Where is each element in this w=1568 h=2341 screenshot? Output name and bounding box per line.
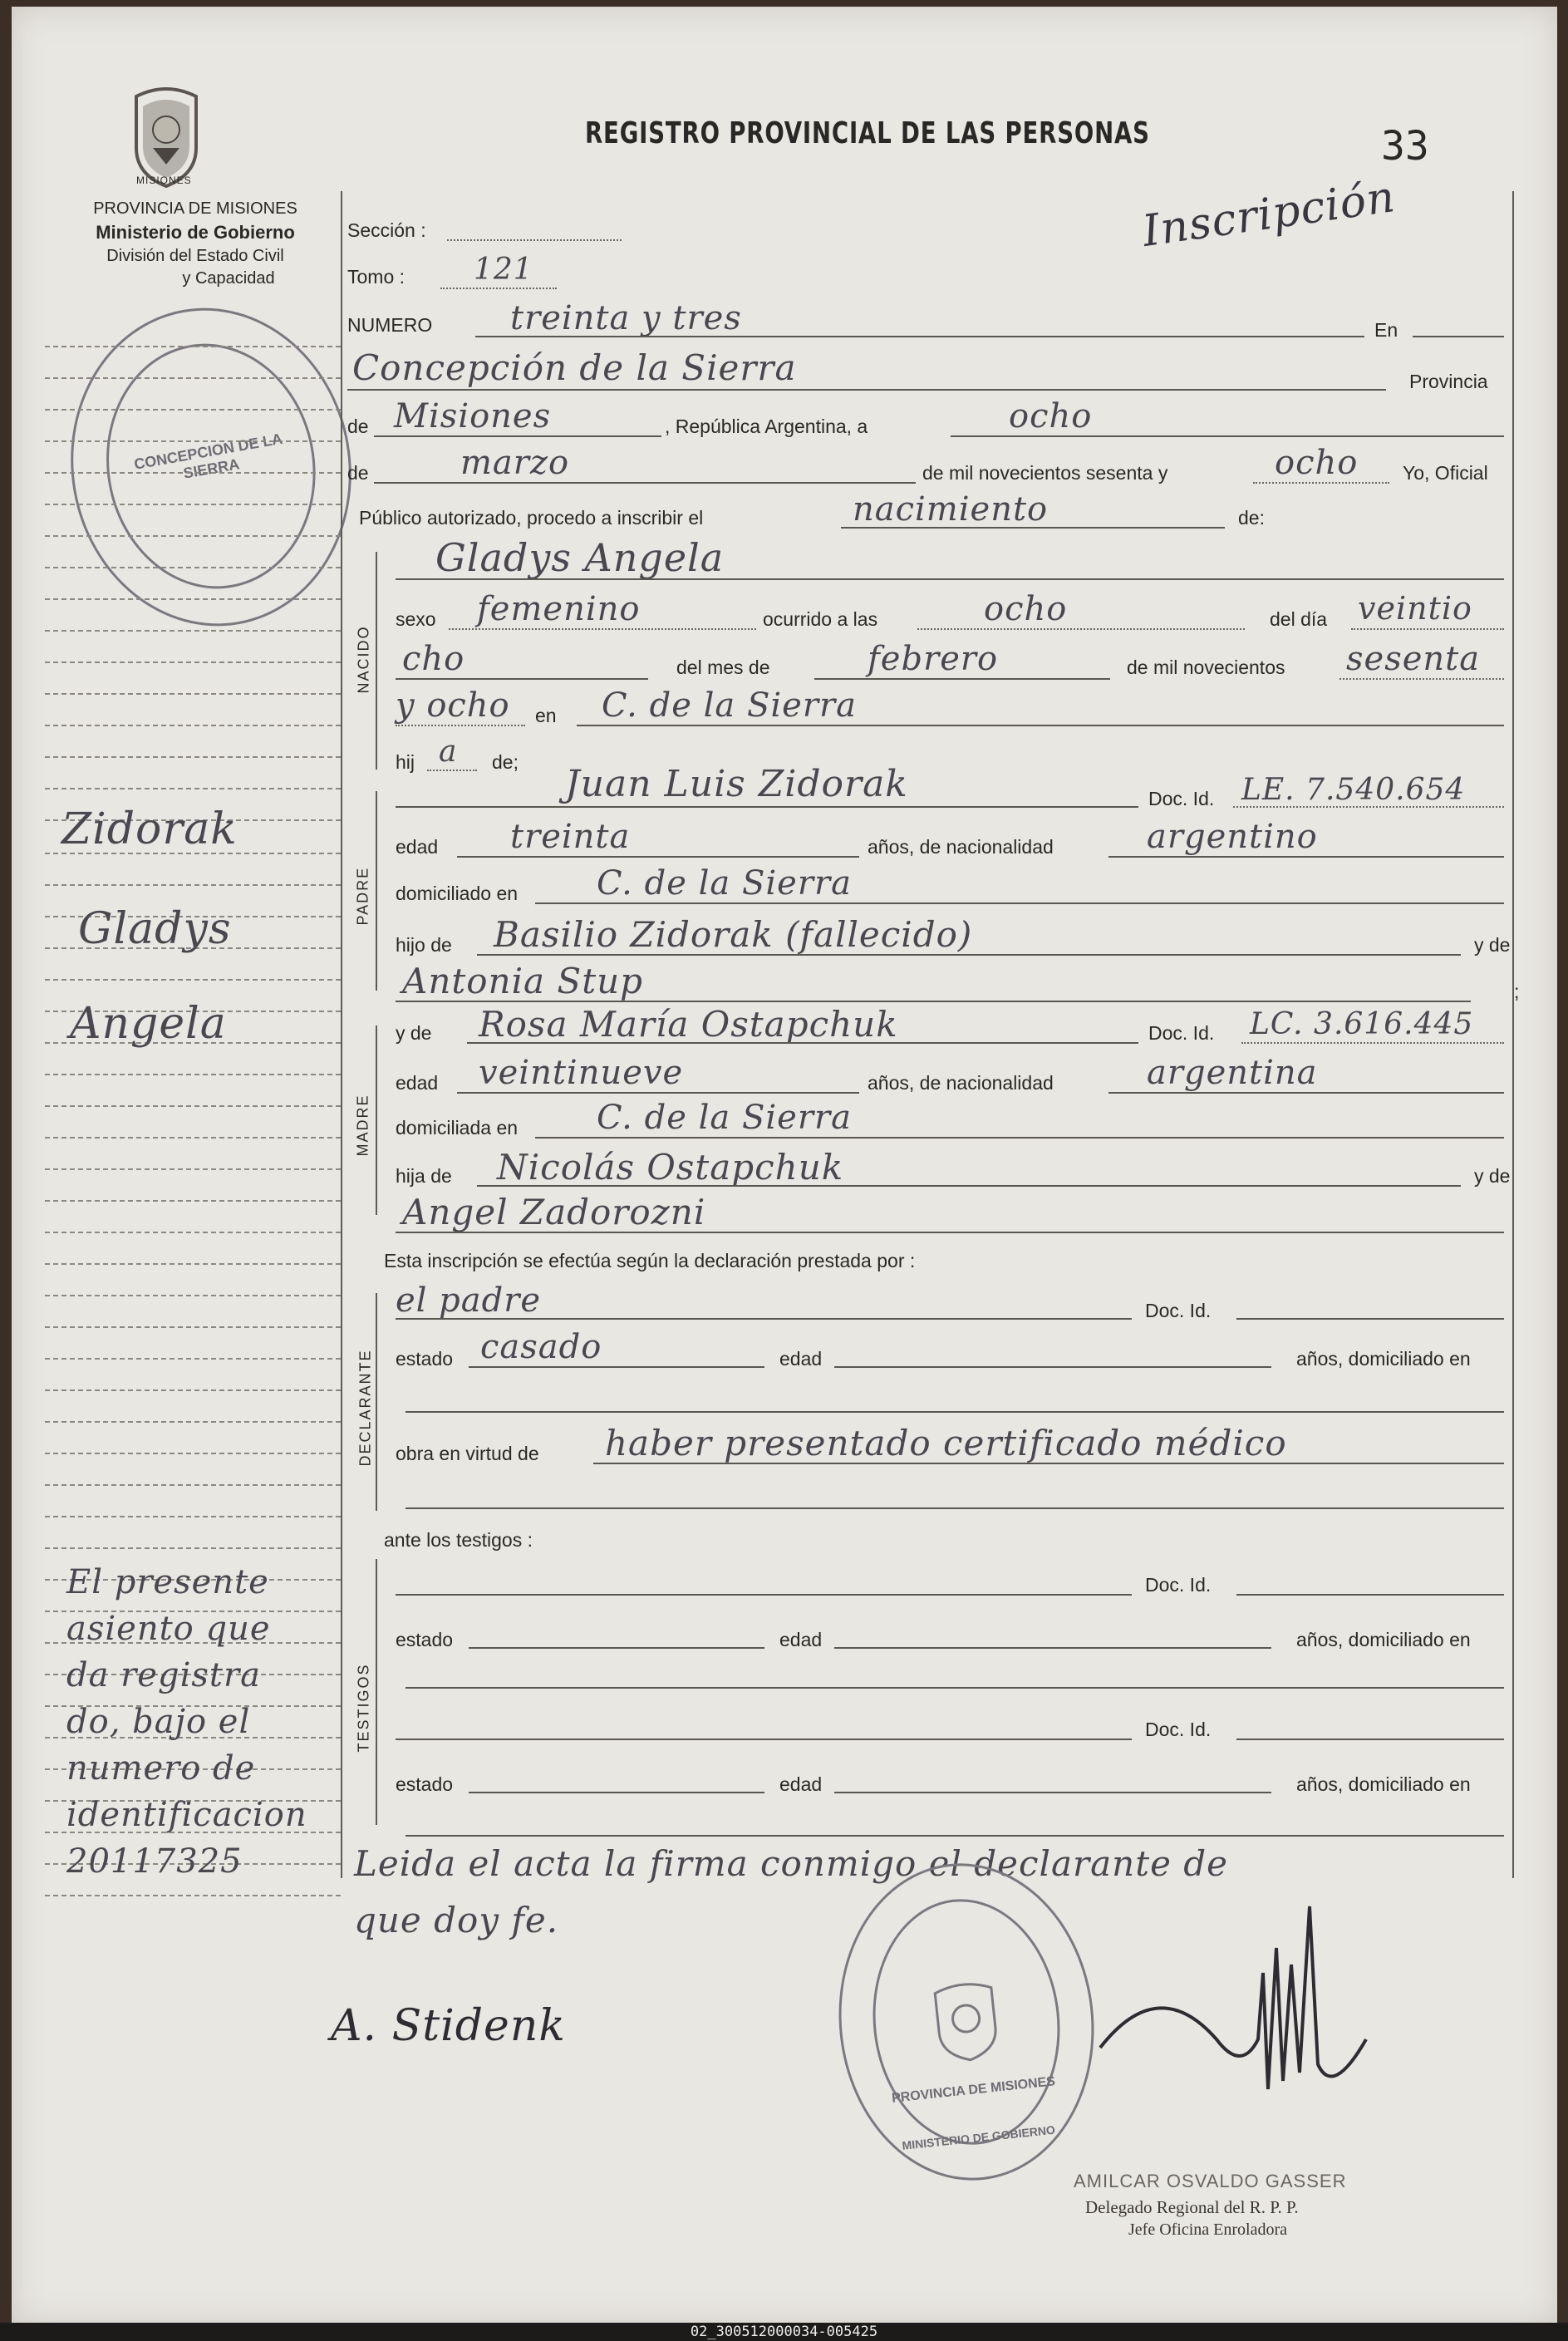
image-id-footer: 02_300512000034-005425 bbox=[0, 2323, 1568, 2341]
testigo1-edad-label: edad bbox=[779, 1629, 823, 1650]
declarante-bracket bbox=[376, 1293, 377, 1511]
dia-nacimiento-cont: cho bbox=[402, 640, 465, 678]
section-label-nacido: NACIDO bbox=[355, 625, 372, 694]
mil-label: de mil novecientos bbox=[1127, 657, 1285, 678]
padre-nombre: Juan Luis Zidorak bbox=[565, 763, 908, 805]
page-title: REGISTRO PROVINCIAL DE LAS PERSONAS bbox=[585, 116, 1150, 150]
crest-ribbon: MISIONES bbox=[136, 175, 192, 186]
numero-label: NUMERO bbox=[347, 314, 433, 336]
testigo2-doc-label: Doc. Id. bbox=[1145, 1719, 1212, 1740]
padre-domicilio-value: C. de la Sierra bbox=[597, 864, 852, 902]
document-page bbox=[12, 7, 1557, 2325]
madre-hija-value: Nicolás Ostapchuk bbox=[497, 1147, 844, 1188]
anio-label: de mil novecientos sesenta y bbox=[922, 462, 1168, 484]
mes-value: marzo bbox=[460, 444, 570, 482]
padre-bracket bbox=[376, 791, 377, 991]
de-label: de bbox=[347, 416, 369, 437]
del-dia-label: del día bbox=[1270, 608, 1328, 630]
testigo2-estado-label: estado bbox=[396, 1773, 454, 1795]
anio-nacimiento-cont: y ocho bbox=[396, 686, 510, 725]
padre-doc-label: Doc. Id. bbox=[1148, 788, 1215, 809]
stamp-inner-text: CONCEPCION DE LA SIERRA bbox=[132, 430, 284, 482]
margin-surname: Zidorak bbox=[61, 804, 238, 854]
publico-label: Público autorizado, procedo a inscribir el bbox=[359, 507, 704, 529]
section-label-madre: MADRE bbox=[354, 1094, 371, 1157]
official-office: Jefe Oficina Enroladora bbox=[1128, 2221, 1288, 2239]
dia-nacimiento-value: veintio bbox=[1358, 590, 1472, 627]
padre-hijo-label: hijo de bbox=[396, 934, 452, 956]
hij-label: hij bbox=[396, 751, 415, 773]
margin-first-name: Gladys bbox=[78, 904, 232, 954]
numero-value: treinta y tres bbox=[510, 299, 742, 337]
lugar-value: Concepción de la Sierra bbox=[352, 347, 797, 388]
de-nacido-label: de; bbox=[492, 751, 519, 773]
dia-value: ocho bbox=[1009, 397, 1093, 435]
office-line-province: PROVINCIA DE MISIONES bbox=[93, 199, 297, 218]
tomo-value: 121 bbox=[474, 253, 533, 287]
hora-value: ocho bbox=[984, 590, 1068, 628]
testigo1-estado-label: estado bbox=[396, 1629, 454, 1650]
page-number: 33 bbox=[1381, 123, 1429, 170]
mes-label: del mes de bbox=[676, 657, 770, 678]
madre-yde-label: y de bbox=[396, 1022, 432, 1044]
nacido-nombre: Gladys Angela bbox=[435, 535, 725, 580]
section-label-declarante: DECLARANTE bbox=[356, 1349, 374, 1467]
acto-value: nacimiento bbox=[853, 490, 1049, 529]
madre-domicilio-value: C. de la Sierra bbox=[597, 1099, 852, 1137]
sexo-label: sexo bbox=[396, 608, 436, 630]
office-line-division: División del Estado Civil bbox=[106, 247, 284, 265]
testigo2-anios-label: años, domiciliado en bbox=[1296, 1773, 1471, 1795]
madre-madre-value: Angel Zadorozni bbox=[402, 1192, 706, 1232]
madre-nombre: Rosa María Ostapchuk bbox=[479, 1004, 898, 1045]
madre-doc-label: Doc. Id. bbox=[1148, 1022, 1215, 1044]
nacido-bracket bbox=[376, 552, 377, 770]
official-signature-icon bbox=[1092, 1873, 1374, 2122]
madre-domicilio-label: domiciliada en bbox=[396, 1117, 519, 1139]
padre-semicolon: ; bbox=[1514, 981, 1520, 1002]
mes-nacimiento-value: febrero bbox=[868, 640, 999, 678]
en-nacido-label: en bbox=[535, 705, 557, 726]
office-stamp-upper bbox=[46, 286, 376, 649]
yo-oficial-label: Yo, Oficial bbox=[1403, 462, 1488, 484]
closing-line-2: que doy fe. bbox=[354, 1900, 559, 1940]
declarante-estado-label: estado bbox=[396, 1348, 454, 1370]
frame-right-line bbox=[1512, 191, 1514, 1878]
inscription-annotation: Inscripción bbox=[1139, 171, 1398, 258]
office-line-ministry: Ministerio de Gobierno bbox=[96, 222, 295, 243]
declarante-nombre: el padre bbox=[396, 1281, 542, 1320]
declarante-doc-label: Doc. Id. bbox=[1145, 1300, 1212, 1321]
republica-label: , República Argentina, a bbox=[665, 416, 868, 437]
provincia-value: Misiones bbox=[394, 397, 552, 435]
padre-domicilio-label: domiciliado en bbox=[396, 883, 519, 904]
de3-label: de: bbox=[1238, 507, 1265, 529]
testigo2-edad-label: edad bbox=[779, 1773, 823, 1795]
padre-anios-label: años, de nacionalidad bbox=[868, 836, 1054, 858]
declarante-obra-label: obra en virtud de bbox=[396, 1443, 539, 1464]
madre-edad-value: veintinueve bbox=[479, 1054, 684, 1092]
section-label-padre: PADRE bbox=[354, 866, 371, 926]
madre-edad-label: edad bbox=[396, 1072, 439, 1094]
sexo-value: femenino bbox=[477, 590, 641, 628]
madre-hija-label: hija de bbox=[396, 1165, 452, 1187]
official-title: Delegado Regional del R. P. P. bbox=[1085, 2197, 1299, 2217]
padre-edad-value: treinta bbox=[510, 818, 631, 856]
anio-value: ocho bbox=[1275, 444, 1359, 482]
padre-yde-label: y de bbox=[1474, 934, 1511, 956]
madre-nacionalidad: argentina bbox=[1147, 1054, 1318, 1092]
office-heading bbox=[42, 199, 349, 288]
testigo1-anios-label: años, domiciliado en bbox=[1296, 1629, 1471, 1650]
stamp-lower-province: PROVINCIA DE MISIONES bbox=[891, 2074, 1056, 2106]
madre-anios-label: años, de nacionalidad bbox=[868, 1072, 1054, 1094]
office-line-capacity: y Capacidad bbox=[182, 269, 275, 288]
section-label-testigos: TESTIGOS bbox=[355, 1663, 372, 1753]
office-stamp-lower bbox=[823, 1851, 1109, 2193]
de2-label: de bbox=[347, 462, 369, 484]
declarante-edad-label: edad bbox=[779, 1348, 823, 1370]
padre-nacionalidad: argentino bbox=[1147, 818, 1318, 856]
left-signature: A. Stidenk bbox=[331, 2001, 566, 2051]
anio-nacimiento-value: sesenta bbox=[1346, 640, 1481, 678]
stamp-crest-icon bbox=[929, 1979, 1004, 2065]
declarante-obra-value: haber presentado certificado médico bbox=[605, 1423, 1287, 1463]
declarante-anios-label: años, domiciliado en bbox=[1296, 1348, 1471, 1370]
seccion-label: Sección : bbox=[347, 219, 426, 241]
declarante-estado-value: casado bbox=[480, 1328, 602, 1366]
declarante-intro: Esta inscripción se efectúa según la declaración prestada por : bbox=[384, 1250, 916, 1271]
testigo1-doc-label: Doc. Id. bbox=[1145, 1574, 1212, 1596]
margin-second-name: Angela bbox=[70, 999, 227, 1049]
frame-left-line bbox=[341, 191, 342, 1878]
madre-bracket bbox=[376, 1025, 377, 1215]
hij-value: a bbox=[439, 735, 458, 769]
provincia-label: Provincia bbox=[1409, 371, 1488, 392]
padre-madre-value: Antonia Stup bbox=[402, 961, 644, 1001]
closing-line-1: Leida el acta la firma conmigo el declarante de bbox=[354, 1843, 1229, 1884]
lugar-nacimiento-value: C. de la Sierra bbox=[602, 686, 857, 725]
provincial-crest-icon bbox=[128, 81, 204, 189]
stamp-lower-ministry: MINISTERIO DE GOBIERNO bbox=[901, 2122, 1056, 2152]
testigos-intro: ante los testigos : bbox=[384, 1529, 533, 1551]
testigos-bracket bbox=[376, 1559, 377, 1825]
en-label: En bbox=[1374, 319, 1398, 341]
madre-doc-value: LC. 3.616.445 bbox=[1250, 1007, 1474, 1041]
official-name: AMILCAR OSVALDO GASSER bbox=[1074, 2171, 1347, 2191]
padre-edad-label: edad bbox=[396, 836, 439, 858]
padre-doc-value: LE. 7.540.654 bbox=[1241, 773, 1466, 807]
tomo-label: Tomo : bbox=[347, 266, 406, 288]
padre-hijo-value: Basilio Zidorak (fallecido) bbox=[494, 914, 973, 955]
madre-yde2-label: y de bbox=[1474, 1165, 1511, 1187]
margin-note: El presente asiento que da registra do, bajo el numero de identificacion 20117325 bbox=[66, 1563, 307, 1881]
ocurrido-label: ocurrido a las bbox=[763, 608, 878, 630]
